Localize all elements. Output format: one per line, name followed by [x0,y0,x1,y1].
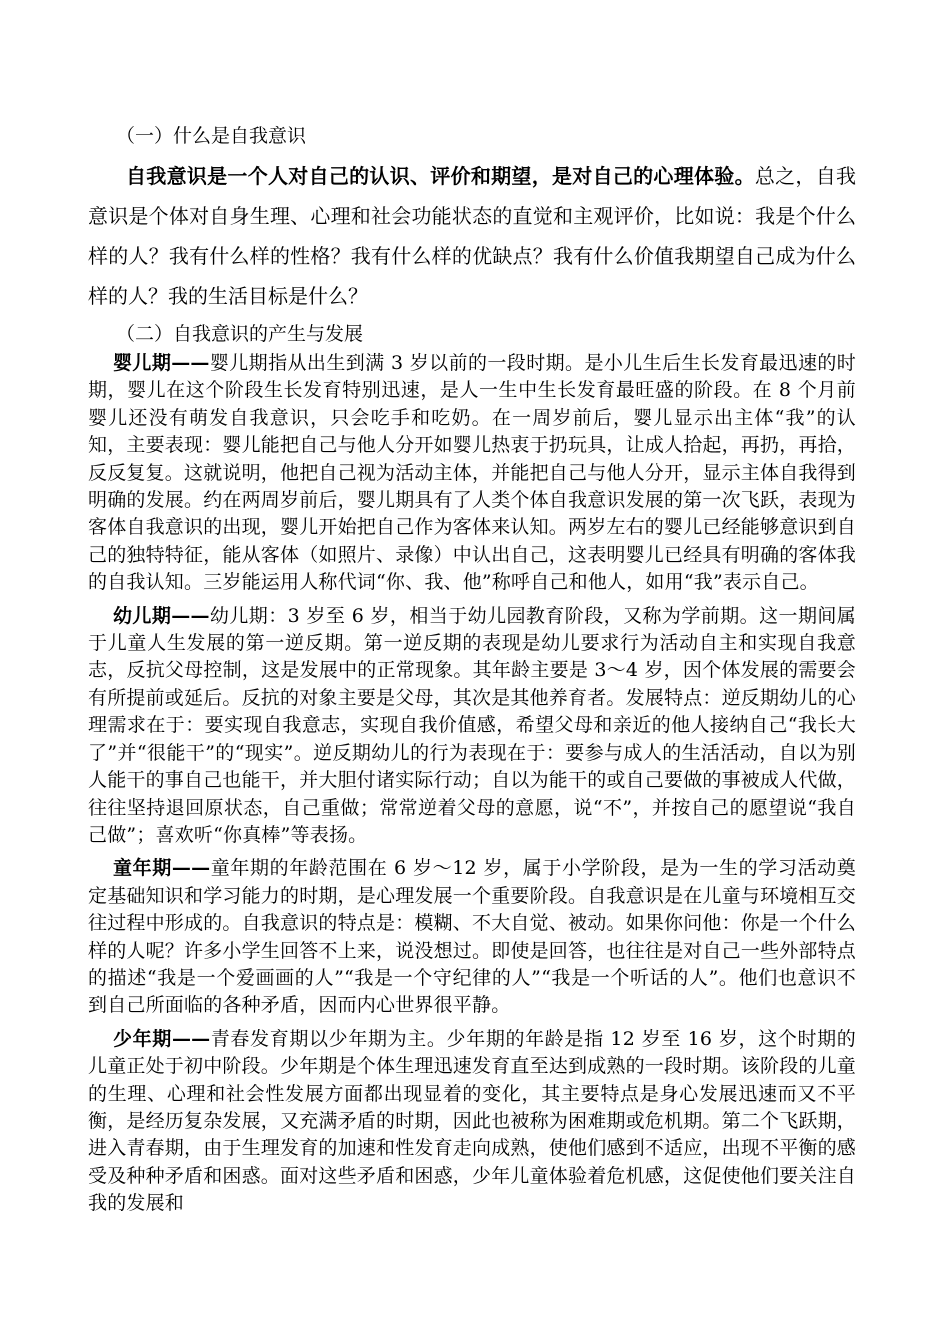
text-infancy: 婴儿期指从出生到满 3 岁以前的一段时期。是小儿生后生长发育最迅速的时期，婴儿在这个阶段生长发育特别迅速，是人一生中生长发育最旺盛的阶段。在 8 个月前婴儿还没有萌发自我意识，只会吃手和吃奶。在一周岁前后，婴儿显示出主体“我”的认知，主要表现：婴儿能把自己与他人分开如婴儿热衷于扔玩具，让成人拾起，再扔，再拾，反反复复。这就说明，他把自己视为活动主体，并能把自己与他人分开，显示主体自我得到明确的发展。约在两周岁前后，婴儿期具有了人类个体自我意识发展的第一次飞跃，表现为客体自我意识的出现，婴儿开始把自己作为客体来认知。两岁左右的婴儿已经能够意识到自己的独特特征，能从客体（如照片、录像）中认出自己，这表明婴儿已经具有明确的客体我的自我认知。三岁能运用人称代词“你、我、他”称呼自己和他人，如用“我”表示自己。 [88,352,857,594]
paragraph-early-childhood [88,603,856,850]
paragraph-adolescence [88,1026,856,1218]
term-infancy: 婴儿期—— [113,352,210,374]
text-early-childhood: 幼儿期：3 岁至 6 岁，相当于幼儿园教育阶段，又称为学前期。这一期间属于儿童人生发展的第一逆反期。第一逆反期的表现是幼儿要求行为活动自主和实现自我意志，反抗父母控制，这是发展中的正常现象。其年龄主要是 3～4 岁，因个体发展的需要会有所提前或延后。反抗的对象主要是父母，其次是其他养育者。发展特点：逆反期幼儿的心理需求在于：要实现自我意志，实现自我价值感，希望父母和亲近的他人接纳自己“我长大了”并“很能干”的“现实”。逆反期幼儿的行为表现在于：要参与成人的生活活动，自以为别人能干的事自己也能干，并大胆付诸实际行动；自以为能干的或自己要做的事被成人代做，往往坚持退回原状态，自己重做；常常逆着父母的意愿，说“不”，并按自己的愿望说“我自己做”；喜欢听“你真棒”等表扬。 [88,604,857,846]
definition-bold-text: 自我意识是一个人对自己的认识、评价和期望，是对自己的心理体验。 [126,164,755,188]
document-page [88,120,856,1218]
paragraph-childhood [88,855,856,1019]
section-heading-what-is-self-awareness: （一）什么是自我意识 [116,125,307,147]
term-early-childhood: 幼儿期—— [113,604,210,627]
paragraph-infancy [88,350,856,597]
definition-paragraph [88,156,856,316]
text-childhood: 童年期的年龄范围在 6 岁～12 岁，属于小学阶段，是为一生的学习活动奠定基础知识和学习能力的时期，是心理发展一个重要阶段。自我意识是在儿童与环境相互交往过程中形成的。自我意识的特点是：模糊、不大自觉、被动。如果你问他：你是一个什么样的人呢？许多小学生回答不上来，说没想过。即使是回答，也往往是对自己一些外部特点的描述“我是一个爱画画的人”“我是一个守纪律的人”“我是一个听话的人”。他们也意识不到自己所面临的各种矛盾，因而内心世界很平静。 [88,857,857,1017]
term-childhood: 童年期—— [113,857,211,880]
text-adolescence: 青春发育期以少年期为主。少年期的年龄是指 12 岁至 16 岁，这个时期的儿童正处于初中阶段。少年期是个体生理迅速发育直至达到成熟的一段时期。该阶段的儿童的生理、心理和社会性发展方面都出现显着的变化，其主要特点是身心发展迅速而又不平衡，是经历复杂发展，又充满矛盾的时期，因此也被称为困难期或危机期。第二个飞跃期，进入青春期，由于生理发育的加速和性发育走向成熟，使他们感到不适应，出现不平衡的感受及种种矛盾和困惑。面对这些矛盾和困惑，少年儿童体验着危机感，这促使他们要关注自我的发展和 [88,1027,857,1215]
section-heading-development: （二）自我意识的产生与发展 [116,323,364,345]
term-adolescence: 少年期—— [113,1027,211,1050]
definition-rest-text: 总之，自我意识是个体对自身生理、心理和社会功能状态的直觉和主观评价，比如说：我是个什么样的人？我有什么样的性格？我有什么样的优缺点？我有什么价值我期望自己成为什么样的人？我的生活目标是什么？ [88,164,857,308]
